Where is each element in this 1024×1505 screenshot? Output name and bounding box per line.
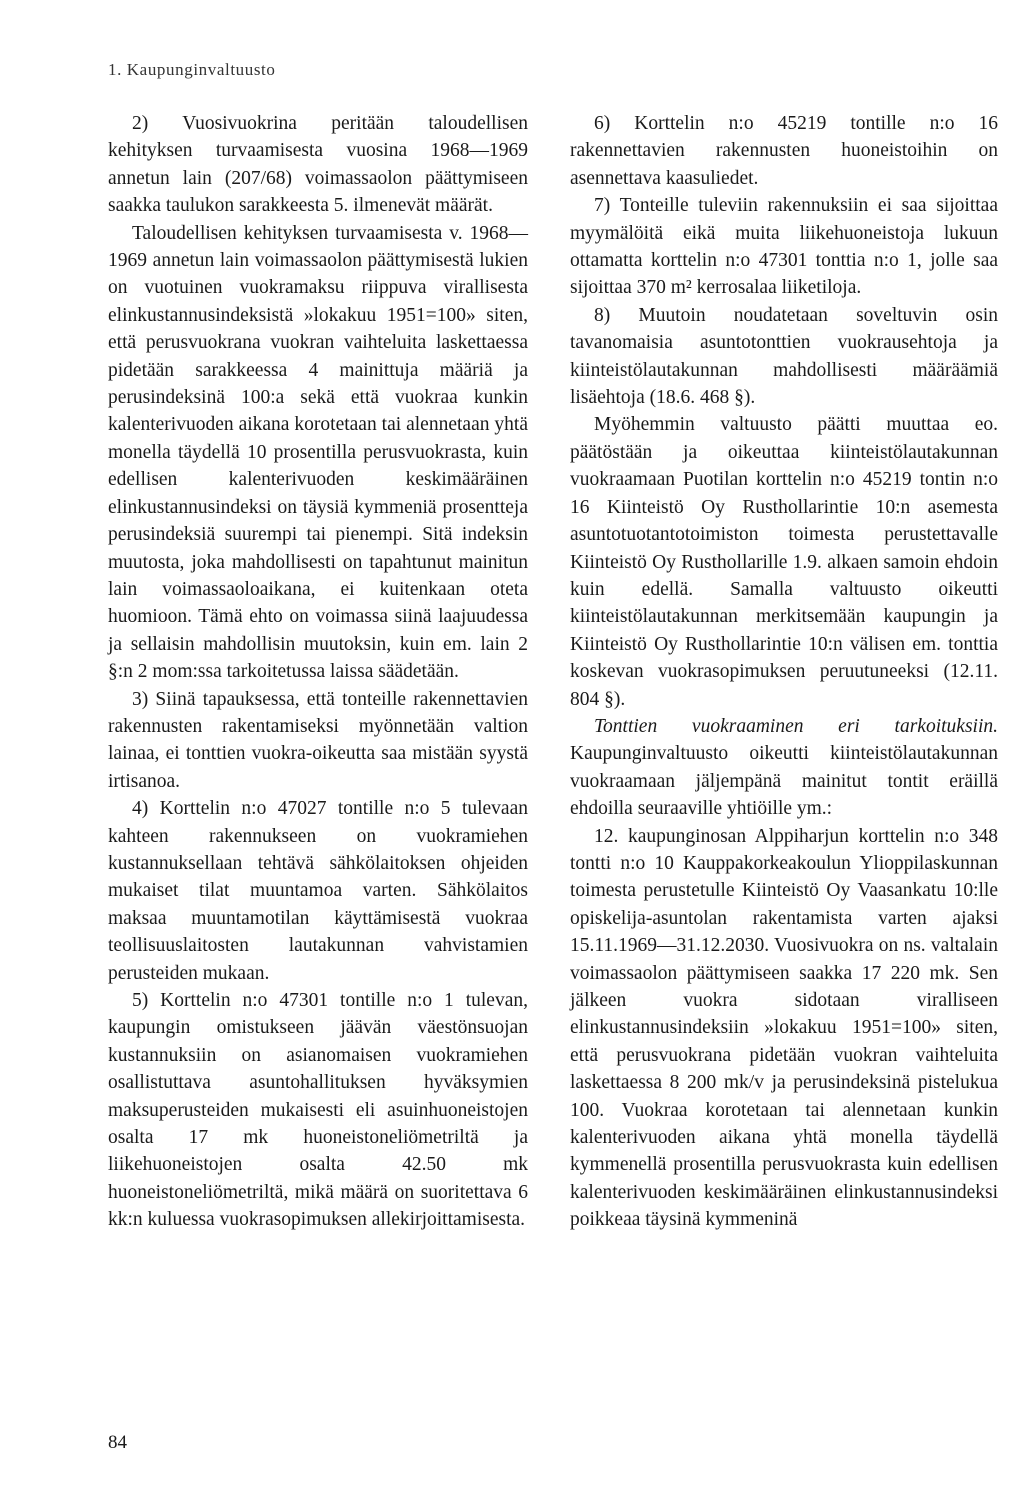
paragraph-condition-3: 3) Siinä tapauksessa, että tonteille rakennettavien rakennusten rakentamiseksi myönnetään valtion lainaa, ei tonttien vuokra-oikeutta saa mistään syystä irtisanoa. [108, 688, 528, 792]
left-column [108, 110, 528, 1234]
paragraph-condition-7: 7) Tonteille tuleviin rakennuksiin ei saa sijoittaa myymälöitä eikä muita liikehuoneistoja lukuun ottamatta korttelin n:o 47301 tonttia n:o 1, jolle saa sijoittaa 370 m² kerrosalaa liiketiloja. [570, 195, 998, 299]
paragraph-alppiharju-lease: 12. kaupunginosan Alppiharjun korttelin n:o 348 tontti n:o 10 Kauppakorkeakoulun Ylioppilaskunnan toimesta perustetulle Kiinteistö Oy Vaasankatu 10:lle opiskelija-asuntolan rakentamista varten ajaksi 15.11.1969—31.12.2030. Vuosivuokra on ns. valtalain voimassaolon päättymiseen saakka 17 220 mk. Sen jälkeen vuokra sidotaan viralliseen elinkustannusindeksiin »lokakuu 1951=100» siten, että perusvuokrana pidetään vuokran vaihteluita laskettaessa 8 200 mk/v ja perusindeksinä pistelukua 100. Vuokraa korotetaan tai alennetaan kunkin kalenterivuoden aikana yhtä monella täydellä kymmenellä prosentilla perusvuokrasta kuin edellisen kalenterivuoden keskimääräinen elinkustannusindeksi poikkeaa täysinä kymmeninä [570, 825, 998, 1231]
section-intro: Kaupunginvaltuusto oikeutti kiinteistölautakunnan vuokraamaan jäljempänä mainitut tontit eräillä ehdoilla seuraaville yhtiöille ym.: [570, 743, 998, 820]
paragraph-condition-6: 6) Korttelin n:o 45219 tontille n:o 16 rakennettavien rakennusten huoneistoihin on asennettava kaasuliedet. [570, 113, 998, 189]
right-column [570, 110, 998, 1234]
paragraph-condition-8: 8) Muutoin noudatetaan soveltuvin osin tavanomaisia asuntotonttien vuokrausehtoja ja kiinteistölautakunnan mahdollisesti määräämiä lisäehtoja (18.6. 468 §). [570, 304, 998, 409]
running-head: 1. Kaupunginvaltuusto [108, 60, 276, 79]
page-number: 84 [108, 1432, 127, 1453]
paragraph-condition-5: 5) Korttelin n:o 47301 tontille n:o 1 tulevan, kaupungin omistukseen jäävän väestönsuojan kustannuksiin on asianomaisen vuokramiehen osallistuttava asuntohallituksen hyväksymien maksuperusteiden mukaisesti eli asuinhuoneistojen osalta 17 mk huoneistoneliömetriltä ja liikehuoneistojen osalta 42.50 mk huoneistoneliömetriltä, mikä määrä on suoritettava 6 kk:n kuluessa vuokrasopimuksen allekirjoittamisesta. [108, 990, 528, 1231]
paragraph-condition-4: 4) Korttelin n:o 47027 tontille n:o 5 tulevaan kahteen rakennukseen on vuokramiehen kustannuksellaan tehtävä sähkölaitoksen ohjeiden mukaiset tilat muuntamoa varten. Sähkölaitos maksaa muuntamotilan käyttämisestä vuokraa teollisuuslaitosten lautakunnan vahvistamien perusteiden mukaan. [108, 798, 528, 984]
paragraph-later-decision: Myöhemmin valtuusto päätti muuttaa eo. päätöstään ja oikeuttaa kiinteistölautakunnan vuokraamaan Puotilan korttelin n:o 45219 tontin n:o 16 Kiinteistö Oy Rusthollarintie 10:n asemesta asuntotuotantotoimiston toimesta perustettavalle Kiinteistö Oy Rusthollarille 1.9. alkaen samoin ehdoin kuin edellä. Samalla valtuusto oikeutti kiinteistölautakunnan merkitsemään kaupungin ja Kiinteistö Oy Rusthollarintie 10:n välisen em. tonttia koskevan vuokrasopimuksen peruutuneeksi (12.11. 804 §). [570, 414, 998, 710]
paragraph-condition-2: 2) Vuosivuokrina peritään taloudellisen kehityksen turvaamisesta vuosina 1968—1969 annetun lain (207/68) voimassaolon päättymiseen saakka taulukon sarakkeesta 5. ilmenevät määrät. [108, 113, 528, 217]
paragraph-index-clause: Taloudellisen kehityksen turvaamisesta v. 1968—1969 annetun lain voimassaolon päättymisestä lukien on vuotuinen vuokramaksu riippuva virallisesta elinkustannusindeksistä »lokakuu 1951=100» siten, että perusvuokrana vuokran vaihteluita laskettaessa pidetään sarakkeessa 4 mainittuja määriä ja perusindeksinä 100:a sekä että vuokraa kunkin kalenterivuoden aikana korotetaan tai alennetaan yhtä monella täydellä 10 prosentilla perusvuokrasta, kuin edellisen kalenterivuoden keskimääräinen elinkustannusindeksi on täysiä kymmeniä prosentteja perusindeksiä suurempi tai pienempi. Sitä indeksin muutosta, joka mahdollisesti on tapahtunut mainitun lain voimassaoloaikana, ei kuitenkaan oteta huomioon. Tämä ehto on voimassa siinä laajuudessa ja sellaisin mahdollisin muutoksin, kuin em. lain 2 §:n 2 mom:ssa tarkoitetussa laissa säädetään. [108, 222, 528, 683]
section-paragraph [570, 713, 998, 823]
section-heading: Tonttien vuokraaminen eri tarkoituksiin. [594, 715, 998, 737]
